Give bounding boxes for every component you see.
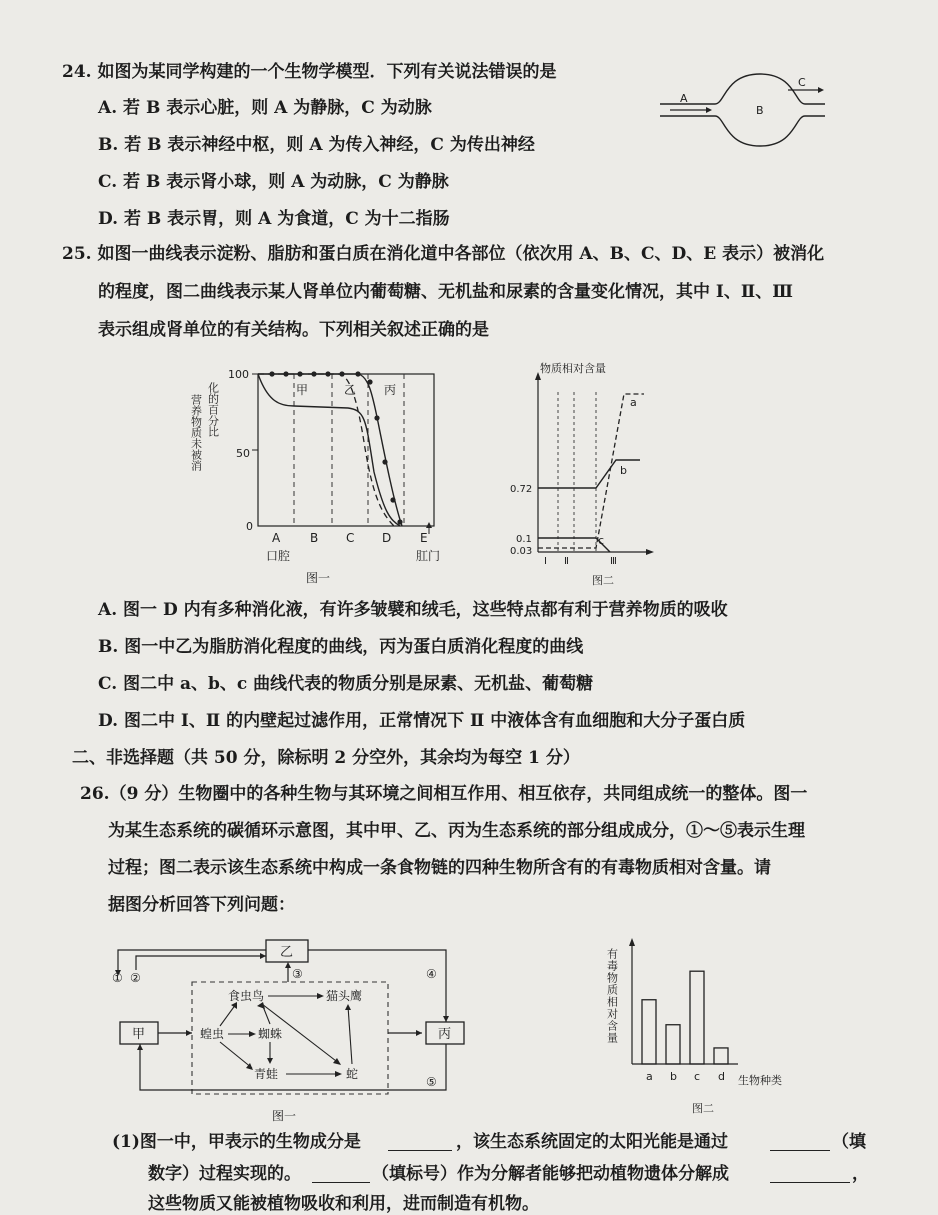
process-5: ⑤ (426, 1075, 437, 1089)
q26-sub1-line1-b: ，该生态系统固定的太阳光能是通过 (456, 1132, 728, 1152)
region-e: E (420, 531, 428, 545)
ylabel-left-col: 营养物质未被消 (189, 394, 203, 471)
region-d: D (382, 531, 392, 545)
q25-stem-line1: 25. 如图一曲线表示淀粉、脂肪和蛋白质在消化道中各部位（依次用 A、B、C、D、E 表示）被消化 (62, 244, 825, 264)
bar-label-d: d (718, 1070, 725, 1083)
ytick-100: 100 (228, 368, 249, 381)
q26-sub1-line1-c: （填 (832, 1132, 866, 1152)
fig2-title: 物质相对含量 (540, 362, 606, 375)
q26-figure2-caption: 图二 (692, 1102, 714, 1115)
organism-snake: 蛇 (346, 1067, 359, 1081)
q25-option-d: D. 图二中 Ⅰ、Ⅱ 的内壁起过滤作用，正常情况下 Ⅱ 中液体含有血细胞和大分子蛋白质 (98, 711, 746, 731)
curve-label-c: c (598, 534, 605, 547)
region-c: C (346, 531, 355, 545)
bar-label-c: c (694, 1070, 701, 1083)
curve-yi (258, 374, 397, 526)
fig2-xtick-2: Ⅱ (564, 556, 569, 567)
q24-option-d: D. 若 B 表示胃，则 A 为食道，C 为十二指肠 (98, 209, 450, 229)
region-a: A (272, 531, 281, 545)
bar-a (642, 1000, 656, 1064)
q24-option-b: B. 若 B 表示神经中枢，则 A 为传入神经，C 为传出神经 (98, 135, 535, 155)
q26-sub1-line3: 这些物质又能被植物吸收和利用，进而制造有机物。 (148, 1194, 539, 1214)
curve-label-bing: 丙 (384, 383, 397, 397)
q25-stem-line2: 的程度，图二曲线表示某人肾单位内葡萄糖、无机盐和尿素的含量变化情况，其中 Ⅰ、Ⅱ、Ⅲ (98, 282, 793, 302)
figure2-caption: 图二 (592, 574, 614, 587)
fig2-ytick-003: 0.03 (510, 546, 533, 557)
process-3: ③ (292, 967, 303, 981)
region-a-name: 口腔 (266, 549, 291, 563)
curve-label-jia: 甲 (296, 383, 309, 397)
ylabel-right-col: 化的百分比 (206, 382, 220, 437)
process-2: ② (130, 971, 141, 985)
fig2-xtick-1: Ⅰ (544, 556, 547, 567)
fig2-ylabel: 有毒物质相对含量 (605, 948, 619, 1044)
q26-figure1-carbon-cycle (100, 930, 480, 1130)
answer-blank-4[interactable] (770, 1182, 850, 1183)
curve-a (538, 394, 644, 548)
process-4: ④ (426, 967, 437, 981)
organism-locust: 蝗虫 (200, 1027, 225, 1041)
q26-stem-line4: 据图分析回答下列问题： (108, 895, 295, 915)
q25-option-a: A. 图一 D 内有多种消化液，有许多皱襞和绒毛，这些特点都有利于营养物质的吸收 (98, 600, 728, 620)
bar-label-a: a (646, 1070, 653, 1083)
q25-figure1-digestion-chart (188, 362, 458, 592)
bar-c (690, 971, 704, 1064)
answer-blank-3[interactable] (312, 1182, 370, 1183)
model-label-b: B (756, 104, 764, 117)
curve-label-yi: 乙 (344, 383, 357, 397)
q24-stem: 24. 如图为某同学构建的一个生物学模型．下列有关说法错误的是 (62, 62, 557, 82)
q26-sub1-line2-a: 数字）过程实现的。 (148, 1164, 301, 1184)
organism-insect-bird: 食虫鸟 (228, 989, 265, 1003)
model-label-a: A (680, 92, 688, 105)
model-label-c: C (798, 76, 806, 89)
bar-label-b: b (670, 1070, 677, 1083)
fig2-ytick-01: 0.1 (516, 534, 532, 545)
curve-bing (258, 374, 402, 526)
ytick-50: 50 (236, 447, 250, 460)
fig2-xtick-3: Ⅲ (610, 556, 617, 567)
node-bing-label: 丙 (438, 1027, 452, 1042)
q26-figure1-caption: 图一 (272, 1109, 297, 1123)
answer-blank-2[interactable] (770, 1150, 830, 1151)
organism-owl: 猫头鹰 (326, 989, 363, 1003)
curve-label-a: a (630, 396, 637, 409)
region-b: B (310, 531, 319, 545)
q26-sub1-line2-c: ， (852, 1164, 869, 1184)
ytick-0: 0 (246, 520, 253, 533)
section2-heading: 二、非选择题（共 50 分，除标明 2 分空外，其余均为每空 1 分） (72, 748, 580, 768)
q25-figure2-kidney-chart (500, 362, 670, 592)
q24-option-c: C. 若 B 表示肾小球，则 A 为动脉，C 为静脉 (98, 172, 449, 192)
curve-jia (258, 374, 400, 526)
node-yi-label: 乙 (280, 945, 294, 960)
answer-blank-1[interactable] (388, 1150, 452, 1151)
q25-option-c: C. 图二中 a、b、c 曲线代表的物质分别是尿素、无机盐、葡萄糖 (98, 674, 594, 694)
process-1: ① (112, 971, 123, 985)
q24-option-a: A. 若 B 表示心脏，则 A 为静脉，C 为动脉 (98, 98, 432, 118)
fig2-ytick-072: 0.72 (510, 484, 533, 495)
node-jia-label: 甲 (132, 1027, 146, 1042)
q25-option-b: B. 图一中乙为脂肪消化程度的曲线，丙为蛋白质消化程度的曲线 (98, 637, 584, 657)
q26-figure2-toxin-chart (605, 932, 828, 1122)
organism-frog: 青蛙 (254, 1067, 279, 1081)
organism-spider: 蜘蛛 (258, 1027, 283, 1041)
q26-stem-line3: 过程；图二表示该生态系统中构成一条食物链的四种生物所含有的有毒物质相对含量。请 (108, 858, 771, 878)
q26-stem-line1: 26.（9 分）生物圈中的各种生物与其环境之间相互作用、相互依存，共同组成统一的整体。图一 (80, 784, 808, 804)
fig2-xlabel: 生物种类 (738, 1074, 782, 1087)
bar-b (666, 1025, 680, 1064)
q26-sub1-line2-b: （填标号）作为分解者能够把动植物遗体分解成 (372, 1164, 729, 1184)
q26-sub1-line1-a: (1)图一中，甲表示的生物成分是 (112, 1132, 361, 1152)
region-e-name: 肛门 (416, 549, 441, 563)
figure1-caption: 图一 (306, 571, 331, 585)
curve-label-b: b (620, 464, 627, 477)
q24-model-diagram (660, 70, 830, 150)
bar-d (714, 1048, 728, 1064)
q25-stem-line3: 表示组成肾单位的有关结构。下列相关叙述正确的是 (98, 320, 489, 340)
q26-stem-line2: 为某生态系统的碳循环示意图，其中甲、乙、丙为生态系统的部分组成成分，①～⑤表示生理 (108, 821, 805, 841)
